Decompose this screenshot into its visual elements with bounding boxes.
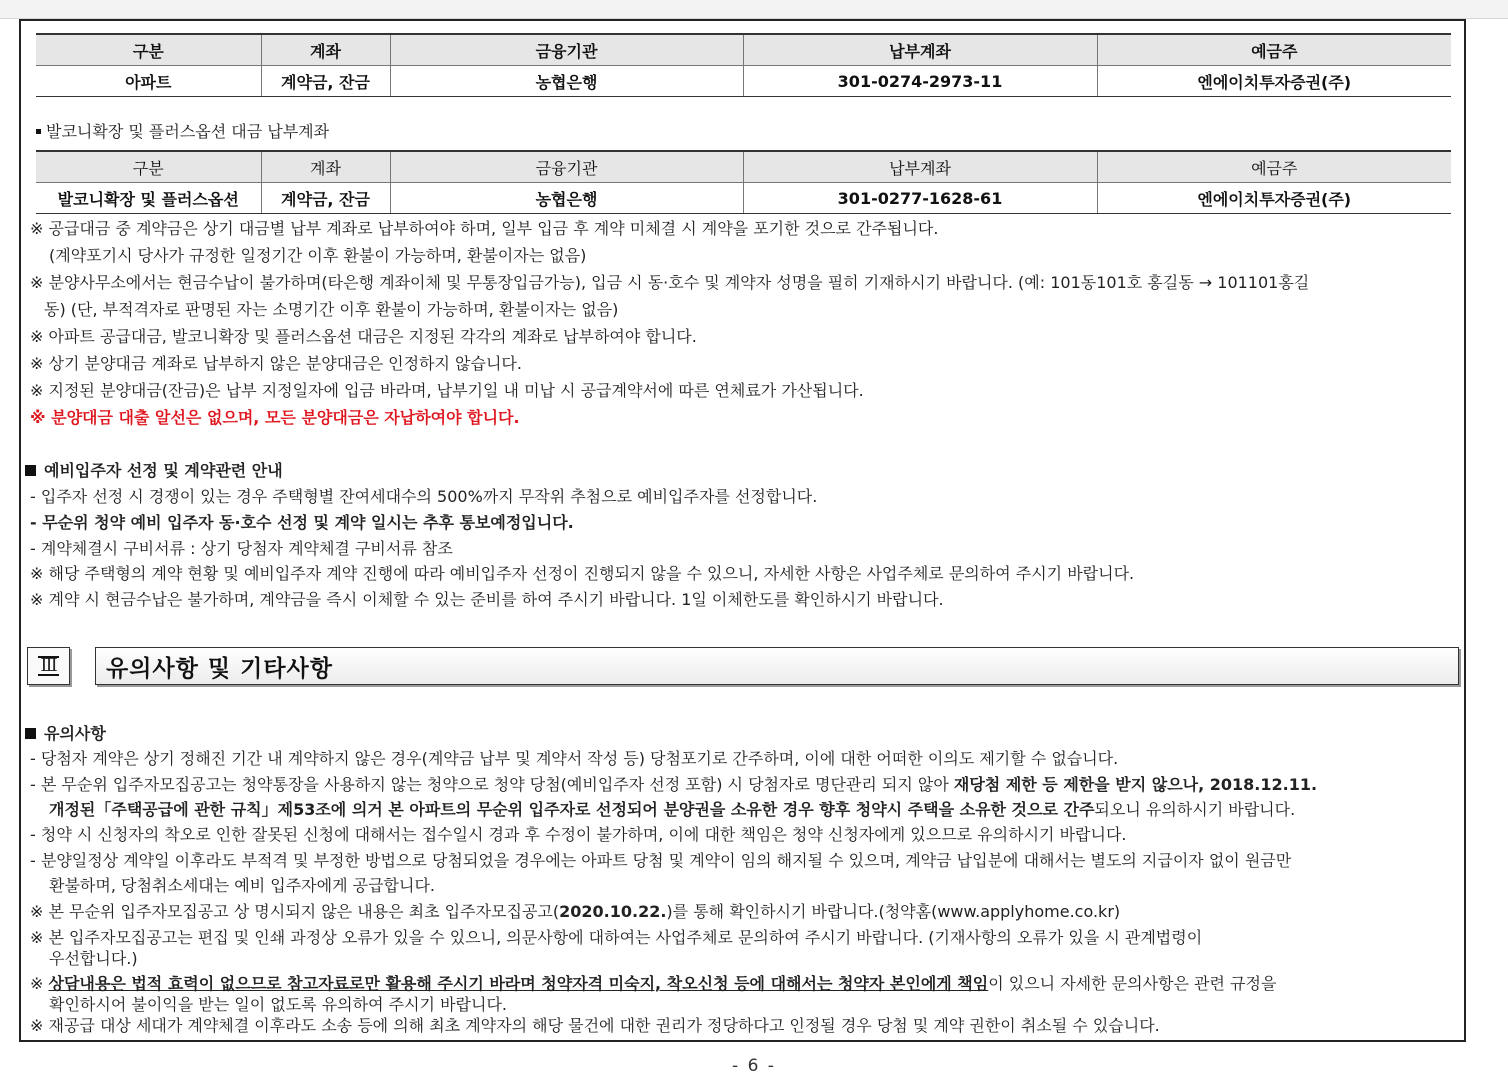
header-bank: 금융기관 bbox=[390, 34, 743, 66]
balcony-heading: 발코니확장 및 플러스옵션 대금 납부계좌 bbox=[36, 120, 329, 144]
balcony-account-table bbox=[36, 150, 1451, 214]
cell-account-number: 301-0277-1628-61 bbox=[743, 183, 1097, 214]
reserve-line-3: - 계약체결시 구비서류 : 상기 당첨자 계약체결 구비서류 참조 bbox=[30, 539, 453, 558]
header-category: 구분 bbox=[36, 151, 261, 183]
note-1: ※ 공급대금 중 계약금은 상기 대금별 납부 계좌로 납부하여야 하며, 일부 입금 후 계약 미체결 시 계약을 포기한 것으로 간주됩니다. bbox=[30, 219, 939, 238]
cell-holder: 엔에이치투자증권(주) bbox=[1097, 66, 1451, 97]
caution-line-7: ※ 상담내용은 법적 효력이 없으므로 참고자료로만 활용해 주시기 바라며 청약자격 미숙지, 착오신청 등에 대해서는 청약자 본인에게 책임이 있으니 자세한 문의사항은 관련 규정을 bbox=[30, 974, 1277, 993]
caution-line-8: ※ 재공급 대상 세대가 계약체결 이후라도 소송 등에 의해 최초 계약자의 해당 물건에 대한 권리가 정당하다고 인정될 경우 당첨 및 계약 권한이 취소될 수 있습니다. bbox=[30, 1016, 1160, 1035]
header-account-number: 납부계좌 bbox=[743, 34, 1097, 66]
header-account-number: 납부계좌 bbox=[743, 151, 1097, 183]
section-number-box bbox=[27, 647, 70, 685]
section-square-icon bbox=[25, 465, 36, 476]
header-category: 구분 bbox=[36, 34, 261, 66]
cell-account-type: 계약금, 잔금 bbox=[261, 183, 390, 214]
note-2: ※ 분양사무소에서는 현금수납이 불가하며(타은행 계좌이체 및 무통장입금가능), 입금 시 동·호수 및 계약자 성명을 필히 기재하시기 바랍니다. (예: 101동101호 홍길동 → 101101홍길 bbox=[30, 273, 1310, 292]
caution-line-3: - 청약 시 신청자의 착오로 인한 잘못된 신청에 대해서는 접수일시 경과 후 수정이 불가하며, 이에 대한 책임은 청약 신청자에게 있으므로 유의하시기 바랍니다. bbox=[30, 825, 1127, 844]
reserve-heading: 예비입주자 선정 및 계약관련 안내 bbox=[25, 459, 283, 483]
caution-line-4: - 분양일정상 계약일 이후라도 부적격 및 부정한 방법으로 당첨되었을 경우에는 아파트 당첨 및 계약이 임의 해지될 수 있으며, 계약금 납입분에 대해서는 별도의 지급이자 없이 원금만 bbox=[30, 851, 1292, 870]
note-1b: (계약포기시 당사가 규정한 일정기간 이후 환불이 가능하며, 환불이자는 없음) bbox=[49, 246, 587, 265]
note-2b: 동) (단, 부적격자로 판명된 자는 소명기간 이후 환불이 가능하며, 환불이자는 없음) bbox=[44, 300, 619, 319]
note-4: ※ 상기 분양대금 계좌로 납부하지 않은 분양대금은 인정하지 않습니다. bbox=[30, 354, 522, 373]
note-6-mark: ※ bbox=[30, 408, 52, 427]
header-holder: 예금주 bbox=[1097, 34, 1451, 66]
caution-line-2-cont: 개정된「주택공급에 관한 규칙」제53조에 의거 본 아파트의 무순위 입주자로 선정되어 분양권을 소유한 경우 향후 청약시 주택을 소유한 것으로 간주되오니 유의하시기 바랍니다. bbox=[49, 800, 1296, 819]
reserve-line-2: - 무순위 청약 예비 입주자 동·호수 선정 및 계약 일시는 추후 통보예정입니다. bbox=[30, 513, 574, 532]
note-6-text: 분양대금 대출 알선은 없으며, 모든 분양대금은 자납하여야 합니다. bbox=[51, 408, 520, 427]
note-3: ※ 아파트 공급대금, 발코니확장 및 플러스옵션 대금은 지정된 각각의 계좌로 납부하여야 합니다. bbox=[30, 327, 697, 346]
page-number: - 6 - bbox=[732, 1056, 776, 1076]
caution-line-4-cont: 환불하며, 당첨취소세대는 예비 입주자에게 공급합니다. bbox=[49, 876, 436, 895]
cell-bank: 농협은행 bbox=[390, 183, 743, 214]
caution-line-6-cont: 우선합니다.) bbox=[49, 949, 138, 968]
apartment-account-table bbox=[36, 33, 1451, 97]
reserve-line-4: ※ 해당 주택형의 계약 현황 및 예비입주자 계약 진행에 따라 예비입주자 선정이 진행되지 않을 수 있으니, 자세한 사항은 사업주체로 문의하여 주시기 바랍니다. bbox=[30, 564, 1135, 583]
cell-bank: 농협은행 bbox=[390, 66, 743, 97]
cell-holder: 엔에이치투자증권(주) bbox=[1097, 183, 1451, 214]
bullet-square-icon bbox=[36, 129, 41, 134]
section-title: 유의사항 및 기타사항 bbox=[106, 655, 333, 682]
cell-category: 아파트 bbox=[36, 66, 261, 97]
caution-line-7-cont: 확인하시어 불이익을 받는 일이 없도록 유의하여 주시기 바랍니다. bbox=[49, 995, 508, 1014]
table-header-row bbox=[36, 151, 1451, 183]
top-strip bbox=[0, 0, 1508, 19]
note-5: ※ 지정된 분양대금(잔금)은 납부 지정일자에 입금 바라며, 납부기일 내 미납 시 공급계약서에 따른 연체료가 가산됩니다. bbox=[30, 381, 864, 400]
section-square-icon bbox=[25, 728, 36, 739]
cell-account-number: 301-0274-2973-11 bbox=[743, 66, 1097, 97]
header-holder: 예금주 bbox=[1097, 151, 1451, 183]
cell-account-type: 계약금, 잔금 bbox=[261, 66, 390, 97]
caution-line-1: - 당첨자 계약은 상기 정해진 기간 내 계약하지 않은 경우(계약금 납부 및 계약서 작성 등) 당첨포기로 간주하며, 이에 대한 어떠한 이의도 제기할 수 없습니다. bbox=[30, 749, 1119, 768]
header-bank: 금융기관 bbox=[390, 151, 743, 183]
reserve-line-5: ※ 계약 시 현금수납은 불가하며, 계약금을 즉시 이체할 수 있는 준비를 하여 주시기 바랍니다. 1일 이체한도를 확인하시기 바랍니다. bbox=[30, 590, 944, 609]
section-number: Ⅲ bbox=[40, 655, 57, 676]
caution-line-6: ※ 본 입주자모집공고는 편집 및 인쇄 과정상 오류가 있을 수 있으니, 의문사항에 대하여는 사업주체로 문의하여 주시기 바랍니다. (기재사항의 오류가 있을 시 관계법령이 bbox=[30, 928, 1203, 947]
caution-line-2: - 본 무순위 입주자모집공고는 청약통장을 사용하지 않는 청약으로 청약 당첨(예비입주자 선정 포함) 시 당첨자로 명단관리 되지 않아 재당첨 제한 등 제한을 받지 않으나, 2018.12.11. bbox=[30, 775, 1318, 794]
table-row bbox=[36, 183, 1451, 214]
reserve-line-1: - 입주자 선정 시 경쟁이 있는 경우 주택형별 잔여세대수의 500%까지 무작위 추첨으로 예비입주자를 선정합니다. bbox=[30, 487, 818, 506]
caution-heading: 유의사항 bbox=[25, 722, 106, 746]
table-header-row bbox=[36, 34, 1451, 66]
table-row bbox=[36, 66, 1451, 97]
caution-line-5: ※ 본 무순위 입주자모집공고 상 명시되지 않은 내용은 최초 입주자모집공고(2020.10.22.)를 통해 확인하시기 바랍니다.(청약홈(www.applyhome.co.kr) bbox=[30, 902, 1121, 921]
header-account-type: 계좌 bbox=[261, 151, 390, 183]
header-account-type: 계좌 bbox=[261, 34, 390, 66]
note-6 bbox=[30, 406, 520, 430]
cell-category: 발코니확장 및 플러스옵션 bbox=[36, 183, 261, 214]
section-title-box bbox=[95, 647, 1459, 685]
